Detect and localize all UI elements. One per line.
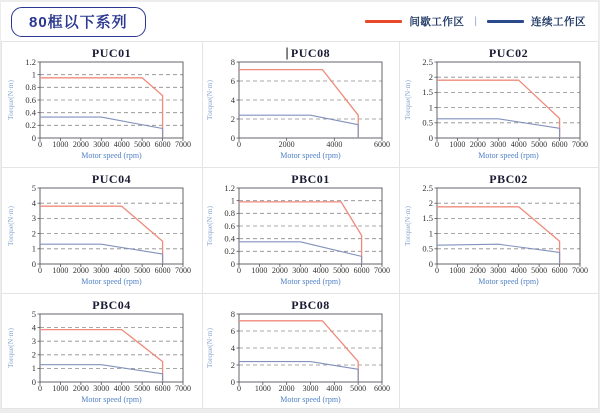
chart-cell-empty [400, 294, 599, 409]
x-tick-label: 4000 [510, 266, 527, 275]
y-tick-label: 0.8 [224, 208, 235, 219]
x-tick-label: 3000 [489, 266, 506, 275]
x-tick-label: 5000 [350, 384, 367, 393]
x-tick-label: 4000 [312, 266, 329, 275]
y-tick-label: 1 [428, 228, 433, 239]
y-tick-label: 6 [230, 75, 235, 86]
x-axis-label: Motor speed (rpm) [477, 151, 539, 160]
continuous-zone-label: 连续工作区 [531, 16, 586, 28]
legend-separator: | [474, 16, 477, 27]
x-tick-label: 4000 [326, 140, 343, 149]
chart-title: PUC08 [290, 46, 331, 60]
continuous-zone-line [437, 119, 560, 138]
x-axis-label: Motor speed (rpm) [477, 277, 539, 286]
x-tick-label: 3000 [302, 384, 319, 393]
intermittent-zone-line [239, 202, 362, 264]
intermittent-zone-line [239, 321, 358, 382]
chart-puc01 [4, 43, 201, 165]
x-tick-label: 1000 [448, 266, 465, 275]
y-axis-label: Torque(N·m) [402, 206, 412, 246]
chart-title: PBC08 [291, 298, 330, 312]
y-tick-label: 1 [230, 195, 235, 206]
y-tick-label: 4 [230, 342, 235, 353]
x-tick-label: 6000 [154, 384, 171, 393]
x-tick-label: 3000 [489, 140, 506, 149]
chart-title: PUC02 [488, 46, 528, 60]
intermittent-zone-line [437, 80, 560, 138]
x-tick-label: 6000 [353, 266, 370, 275]
x-tick-label: 0 [37, 140, 42, 149]
continuous-zone-line [40, 244, 163, 264]
x-tick-label: 6000 [551, 266, 568, 275]
y-axis-label: Torque(N·m) [205, 206, 214, 246]
x-tick-label: 7000 [571, 266, 588, 275]
y-tick-label: 2 [428, 72, 433, 82]
x-tick-label: 5000 [333, 266, 350, 275]
y-tick-label: 4 [31, 198, 36, 208]
x-tick-label: 2000 [278, 140, 295, 149]
chart-puc02 [401, 43, 598, 165]
y-tick-label: 1.2 [24, 56, 36, 67]
chart-pbc08 [203, 295, 400, 409]
plot-border [437, 62, 580, 138]
x-tick-label: 4000 [510, 140, 527, 149]
x-tick-label: 5000 [530, 140, 547, 149]
x-tick-label: 4000 [113, 140, 130, 149]
y-tick-label: 0 [428, 258, 433, 269]
continuous-zone-line [437, 244, 560, 264]
y-axis-label: Torque(N·m) [205, 80, 214, 120]
x-tick-label: 4000 [326, 384, 343, 393]
x-axis-label: Motor speed (rpm) [280, 395, 341, 404]
chart-title: PUC01 [91, 46, 131, 60]
continuous-zone-line [40, 117, 163, 138]
chart-cell-pbc01 [203, 168, 400, 294]
x-tick-label: 1000 [448, 140, 465, 149]
intermittent-zone-line [437, 207, 560, 264]
chart-puc04 [4, 169, 201, 291]
chart-pbc04 [4, 295, 201, 409]
x-tick-label: 0 [237, 140, 241, 149]
x-tick-label: 1000 [254, 384, 271, 393]
x-tick-label: 0 [434, 140, 439, 149]
intermittent-zone-line [239, 70, 358, 138]
y-tick-label: 2 [428, 198, 433, 208]
x-axis-label: Motor speed (rpm) [280, 151, 341, 160]
x-tick-label: 0 [237, 266, 241, 275]
y-tick-label: 8 [230, 308, 235, 319]
x-tick-label: 1000 [51, 384, 68, 393]
y-tick-label: 0.2 [24, 120, 36, 131]
x-tick-label: 2000 [469, 140, 486, 149]
x-axis-label: Motor speed (rpm) [80, 277, 142, 286]
y-tick-label: 1 [31, 243, 36, 254]
y-tick-label: 1 [31, 69, 36, 80]
x-tick-label: 4000 [113, 266, 130, 275]
chart-cell-puc01 [2, 42, 203, 168]
y-tick-label: 2.5 [421, 56, 433, 67]
y-tick-label: 3 [31, 336, 36, 346]
intermittent-line-swatch [365, 20, 402, 23]
chart-cell-puc02 [400, 42, 599, 168]
y-tick-label: 2 [230, 113, 235, 124]
y-tick-label: 0 [31, 258, 36, 269]
y-tick-label: 6 [230, 325, 235, 336]
y-tick-label: 5 [31, 182, 36, 193]
y-tick-label: 3 [31, 213, 36, 224]
x-tick-label: 5000 [530, 266, 547, 275]
y-tick-label: 4 [230, 94, 235, 105]
continuous-line-swatch [487, 20, 524, 23]
intermittent-zone-label: 间歇工作区 [409, 16, 465, 28]
legend [365, 14, 586, 29]
x-tick-label: 6000 [374, 384, 390, 393]
y-tick-label: 2 [31, 349, 36, 360]
chart-cell-puc04 [2, 168, 203, 294]
y-axis-label: Torque(N·m) [402, 80, 412, 120]
y-tick-label: 0 [230, 132, 235, 143]
x-tick-label: 5000 [133, 266, 150, 275]
y-tick-label: 0 [31, 376, 36, 387]
x-tick-label: 7000 [374, 266, 390, 275]
y-axis-label: Torque(N·m) [5, 328, 15, 368]
x-axis-label: Motor speed (rpm) [280, 277, 341, 286]
y-tick-label: 4 [31, 322, 36, 333]
y-tick-label: 0.8 [24, 82, 36, 93]
intermittent-zone-line [40, 330, 163, 382]
x-axis-label: Motor speed (rpm) [80, 151, 142, 160]
y-tick-label: 1.5 [421, 87, 433, 98]
x-tick-label: 2000 [72, 140, 89, 149]
y-tick-label: 5 [31, 308, 36, 319]
y-tick-label: 0 [230, 258, 235, 269]
x-tick-label: 2000 [72, 266, 89, 275]
x-tick-label: 6000 [551, 140, 568, 149]
chart-cell-pbc04 [2, 294, 203, 409]
x-tick-label: 7000 [174, 140, 191, 149]
y-tick-label: 2.5 [421, 182, 433, 193]
x-tick-label: 1000 [51, 140, 68, 149]
y-tick-label: 0.4 [224, 233, 235, 244]
x-tick-label: 2000 [278, 384, 295, 393]
x-tick-label: 2000 [72, 384, 89, 393]
continuous-zone-line [40, 365, 163, 382]
y-tick-label: 8 [230, 56, 235, 67]
x-tick-label: 7000 [174, 384, 191, 393]
x-tick-label: 0 [37, 384, 42, 393]
x-tick-label: 2000 [469, 266, 486, 275]
y-tick-label: 2 [230, 359, 235, 370]
x-tick-label: 6000 [154, 266, 171, 275]
x-tick-label: 1000 [51, 266, 68, 275]
catalog-panel [1, 2, 598, 408]
series-title-badge: 80框以下系列 [11, 7, 146, 37]
plot-border [40, 188, 183, 264]
x-tick-label: 7000 [571, 140, 588, 149]
chart-grid [1, 41, 598, 409]
chart-cell-pbc08 [203, 294, 400, 409]
y-tick-label: 0.2 [224, 246, 235, 257]
chart-title: PBC04 [91, 298, 131, 312]
y-tick-label: 0.5 [421, 117, 433, 128]
y-tick-label: 1.5 [421, 213, 433, 224]
y-tick-label: 0 [428, 132, 433, 143]
intermittent-zone-line [40, 78, 163, 138]
y-tick-label: 0.6 [24, 94, 36, 105]
chart-puc08 [203, 43, 400, 165]
y-tick-label: 0.4 [24, 107, 36, 118]
y-tick-label: 0 [31, 132, 36, 143]
y-tick-label: 1 [31, 363, 36, 374]
y-axis-label: Torque(N·m) [5, 206, 15, 246]
y-tick-label: 1 [428, 102, 433, 113]
text-cursor-artifact [287, 48, 288, 60]
y-axis-label: Torque(N·m) [205, 328, 214, 368]
chart-title: PBC01 [291, 172, 330, 186]
x-tick-label: 5000 [133, 384, 150, 393]
x-tick-label: 3000 [292, 266, 309, 275]
intermittent-zone-line [40, 206, 163, 264]
x-axis-label: Motor speed (rpm) [80, 395, 142, 404]
x-tick-label: 0 [434, 266, 439, 275]
chart-title: PUC04 [91, 172, 131, 186]
x-tick-label: 0 [37, 266, 42, 275]
y-axis-label: Torque(N·m) [5, 80, 15, 120]
x-tick-label: 3000 [92, 266, 109, 275]
x-tick-label: 4000 [113, 384, 130, 393]
x-tick-label: 7000 [174, 266, 191, 275]
chart-cell-puc08 [203, 42, 400, 168]
y-tick-label: 1.2 [224, 182, 235, 193]
chart-pbc01 [203, 169, 400, 291]
y-tick-label: 0.5 [421, 243, 433, 254]
header [1, 2, 598, 41]
chart-cell-pbc02 [400, 168, 599, 294]
y-tick-label: 2 [31, 228, 36, 239]
x-tick-label: 3000 [92, 384, 109, 393]
y-tick-label: 0.6 [224, 220, 235, 231]
x-tick-label: 6000 [374, 140, 390, 149]
x-tick-label: 1000 [251, 266, 268, 275]
continuous-zone-line [239, 242, 362, 264]
x-tick-label: 2000 [271, 266, 288, 275]
y-tick-label: 0 [230, 376, 235, 387]
chart-pbc02 [401, 169, 598, 291]
plot-border [40, 314, 183, 382]
x-tick-label: 3000 [92, 140, 109, 149]
chart-title: PBC02 [488, 172, 528, 186]
x-tick-label: 5000 [133, 140, 150, 149]
x-tick-label: 6000 [154, 140, 171, 149]
x-tick-label: 0 [237, 384, 241, 393]
